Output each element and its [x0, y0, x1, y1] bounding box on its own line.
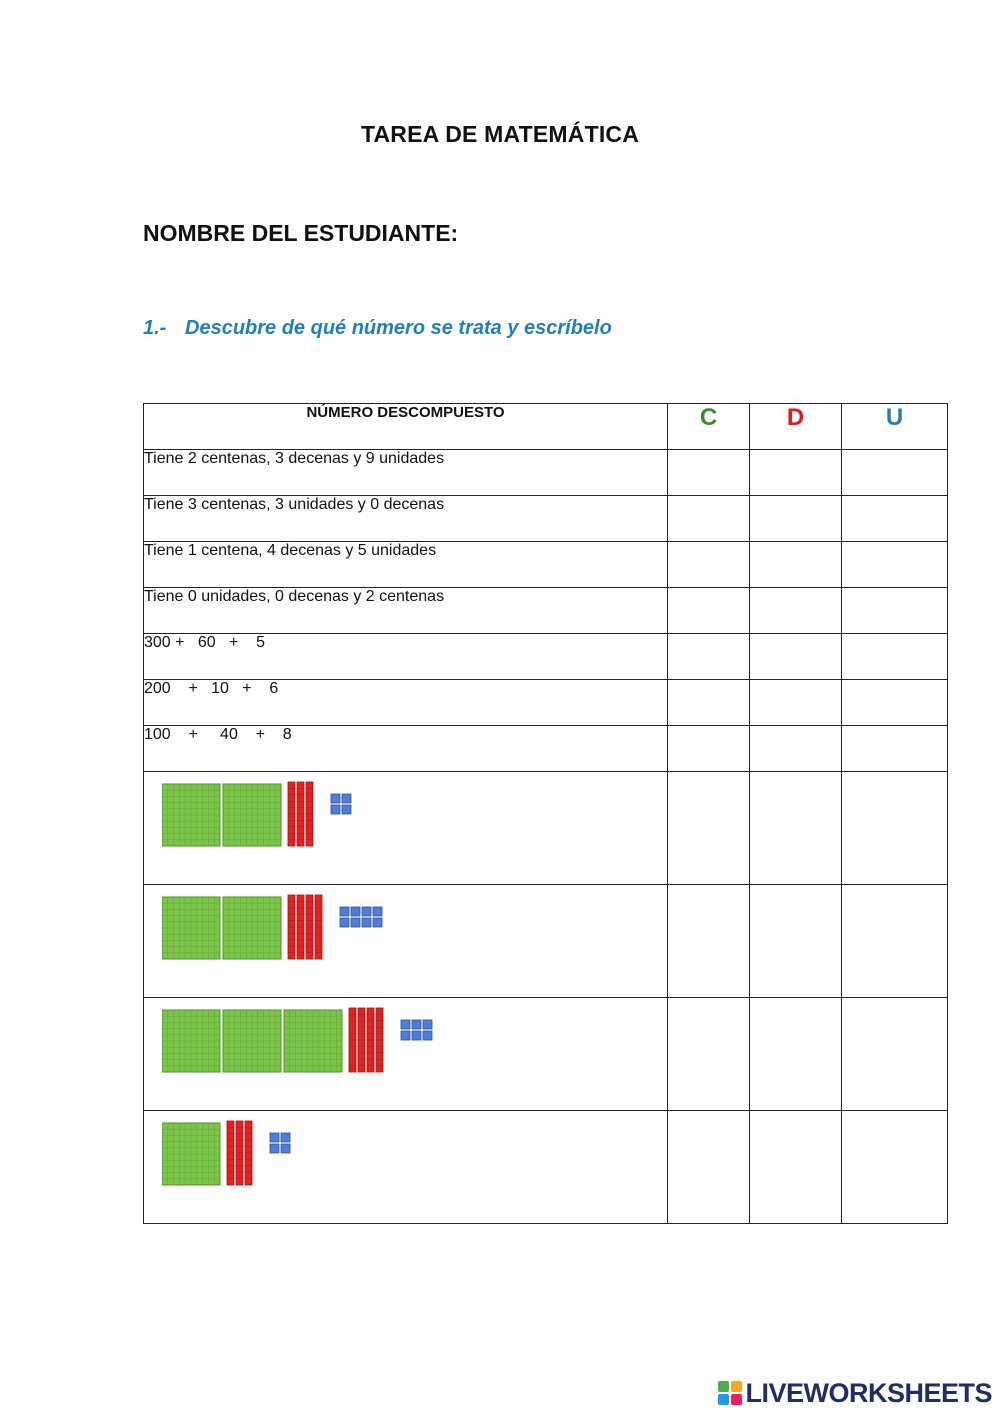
header-units: U — [842, 404, 948, 450]
answer-cell-tens[interactable] — [750, 726, 842, 772]
unit-cube — [331, 805, 340, 814]
ten-rod — [236, 1121, 243, 1185]
table-row — [144, 680, 948, 726]
base-ten-blocks-cell — [144, 772, 668, 885]
row-description: Tiene 2 centenas, 3 decenas y 9 unidades — [144, 450, 668, 496]
ten-rod — [376, 1008, 383, 1072]
answer-cell-units[interactable] — [842, 450, 948, 496]
table-row — [144, 726, 948, 772]
logo-icon — [718, 1381, 742, 1405]
unit-cube — [340, 907, 349, 916]
logo-text: LIVEWORKSHEETS — [745, 1377, 992, 1408]
answer-cell-tens[interactable] — [750, 450, 842, 496]
instruction — [143, 317, 612, 340]
table-row — [144, 998, 948, 1111]
answer-cell-tens[interactable] — [750, 772, 842, 885]
hundred-flat — [223, 897, 281, 959]
table-row — [144, 1111, 948, 1224]
unit-cube — [331, 794, 340, 803]
answer-cell-tens[interactable] — [750, 885, 842, 998]
answer-cell-hundreds[interactable] — [668, 634, 750, 680]
answer-cell-tens[interactable] — [750, 680, 842, 726]
ten-rod — [288, 782, 295, 846]
base-ten-blocks-cell — [144, 1111, 668, 1224]
row-description: 200 + 10 + 6 — [144, 680, 668, 726]
row-description: Tiene 1 centena, 4 decenas y 5 unidades — [144, 542, 668, 588]
unit-cube — [423, 1031, 432, 1040]
hundred-flat — [162, 897, 220, 959]
table-row — [144, 542, 948, 588]
table-row — [144, 496, 948, 542]
ten-rod — [367, 1008, 374, 1072]
ten-rod — [315, 895, 322, 959]
unit-cube — [342, 805, 351, 814]
table-row — [144, 885, 948, 998]
answer-cell-hundreds[interactable] — [668, 998, 750, 1111]
answer-cell-hundreds[interactable] — [668, 588, 750, 634]
header-description: NÚMERO DESCOMPUESTO — [144, 404, 668, 450]
unit-cube — [373, 907, 382, 916]
answer-cell-units[interactable] — [842, 998, 948, 1111]
base-ten-blocks — [162, 1006, 622, 1101]
hundred-flat — [162, 784, 220, 846]
decomposition-table — [143, 403, 948, 1224]
table-row — [144, 772, 948, 885]
answer-cell-units[interactable] — [842, 726, 948, 772]
base-ten-blocks-cell — [144, 885, 668, 998]
row-description: 100 + 40 + 8 — [144, 726, 668, 772]
row-description: Tiene 3 centenas, 3 unidades y 0 decenas — [144, 496, 668, 542]
row-description: Tiene 0 unidades, 0 decenas y 2 centenas — [144, 588, 668, 634]
liveworksheets-logo — [718, 1379, 992, 1407]
hundred-flat — [162, 1123, 220, 1185]
answer-cell-hundreds[interactable] — [668, 680, 750, 726]
answer-cell-units[interactable] — [842, 885, 948, 998]
answer-cell-hundreds[interactable] — [668, 450, 750, 496]
row-description: 300 + 60 + 5 — [144, 634, 668, 680]
answer-cell-tens[interactable] — [750, 496, 842, 542]
ten-rod — [297, 782, 304, 846]
ten-rod — [297, 895, 304, 959]
table-row — [144, 634, 948, 680]
unit-cube — [351, 907, 360, 916]
answer-cell-hundreds[interactable] — [668, 726, 750, 772]
header-hundreds: C — [668, 404, 750, 450]
unit-cube — [412, 1031, 421, 1040]
ten-rod — [245, 1121, 252, 1185]
unit-cube — [342, 794, 351, 803]
unit-cube — [281, 1133, 290, 1142]
answer-cell-tens[interactable] — [750, 998, 842, 1111]
hundred-flat — [223, 784, 281, 846]
answer-cell-units[interactable] — [842, 588, 948, 634]
answer-cell-hundreds[interactable] — [668, 542, 750, 588]
answer-cell-units[interactable] — [842, 772, 948, 885]
unit-cube — [340, 918, 349, 927]
answer-cell-units[interactable] — [842, 680, 948, 726]
answer-cell-tens[interactable] — [750, 634, 842, 680]
ten-rod — [349, 1008, 356, 1072]
unit-cube — [351, 918, 360, 927]
ten-rod — [227, 1121, 234, 1185]
instruction-number: 1.- — [143, 317, 167, 339]
unit-cube — [412, 1020, 421, 1029]
unit-cube — [423, 1020, 432, 1029]
base-ten-blocks — [162, 780, 622, 875]
answer-cell-hundreds[interactable] — [668, 496, 750, 542]
hundred-flat — [284, 1010, 342, 1072]
unit-cube — [362, 907, 371, 916]
answer-cell-units[interactable] — [842, 496, 948, 542]
answer-cell-units[interactable] — [842, 1111, 948, 1224]
unit-cube — [362, 918, 371, 927]
unit-cube — [281, 1144, 290, 1153]
answer-cell-hundreds[interactable] — [668, 885, 750, 998]
ten-rod — [306, 895, 313, 959]
answer-cell-tens[interactable] — [750, 1111, 842, 1224]
header-tens: D — [750, 404, 842, 450]
base-ten-blocks — [162, 893, 622, 988]
instruction-text: Descubre de qué número se trata y escríbelo — [185, 317, 612, 339]
unit-cube — [270, 1144, 279, 1153]
hundred-flat — [223, 1010, 281, 1072]
base-ten-blocks-cell — [144, 998, 668, 1111]
base-ten-blocks — [162, 1119, 622, 1214]
answer-cell-hundreds[interactable] — [668, 772, 750, 885]
answer-cell-units[interactable] — [842, 634, 948, 680]
answer-cell-hundreds[interactable] — [668, 1111, 750, 1224]
unit-cube — [401, 1020, 410, 1029]
ten-rod — [306, 782, 313, 846]
answer-cell-tens[interactable] — [750, 542, 842, 588]
table-row — [144, 588, 948, 634]
answer-cell-units[interactable] — [842, 542, 948, 588]
unit-cube — [401, 1031, 410, 1040]
answer-cell-tens[interactable] — [750, 588, 842, 634]
unit-cube — [373, 918, 382, 927]
hundred-flat — [162, 1010, 220, 1072]
ten-rod — [358, 1008, 365, 1072]
table-row — [144, 450, 948, 496]
table-header-row — [144, 404, 948, 450]
worksheet-title: TAREA DE MATEMÁTICA — [360, 121, 640, 147]
student-name-label: NOMBRE DEL ESTUDIANTE: — [143, 220, 459, 246]
unit-cube — [270, 1133, 279, 1142]
ten-rod — [288, 895, 295, 959]
